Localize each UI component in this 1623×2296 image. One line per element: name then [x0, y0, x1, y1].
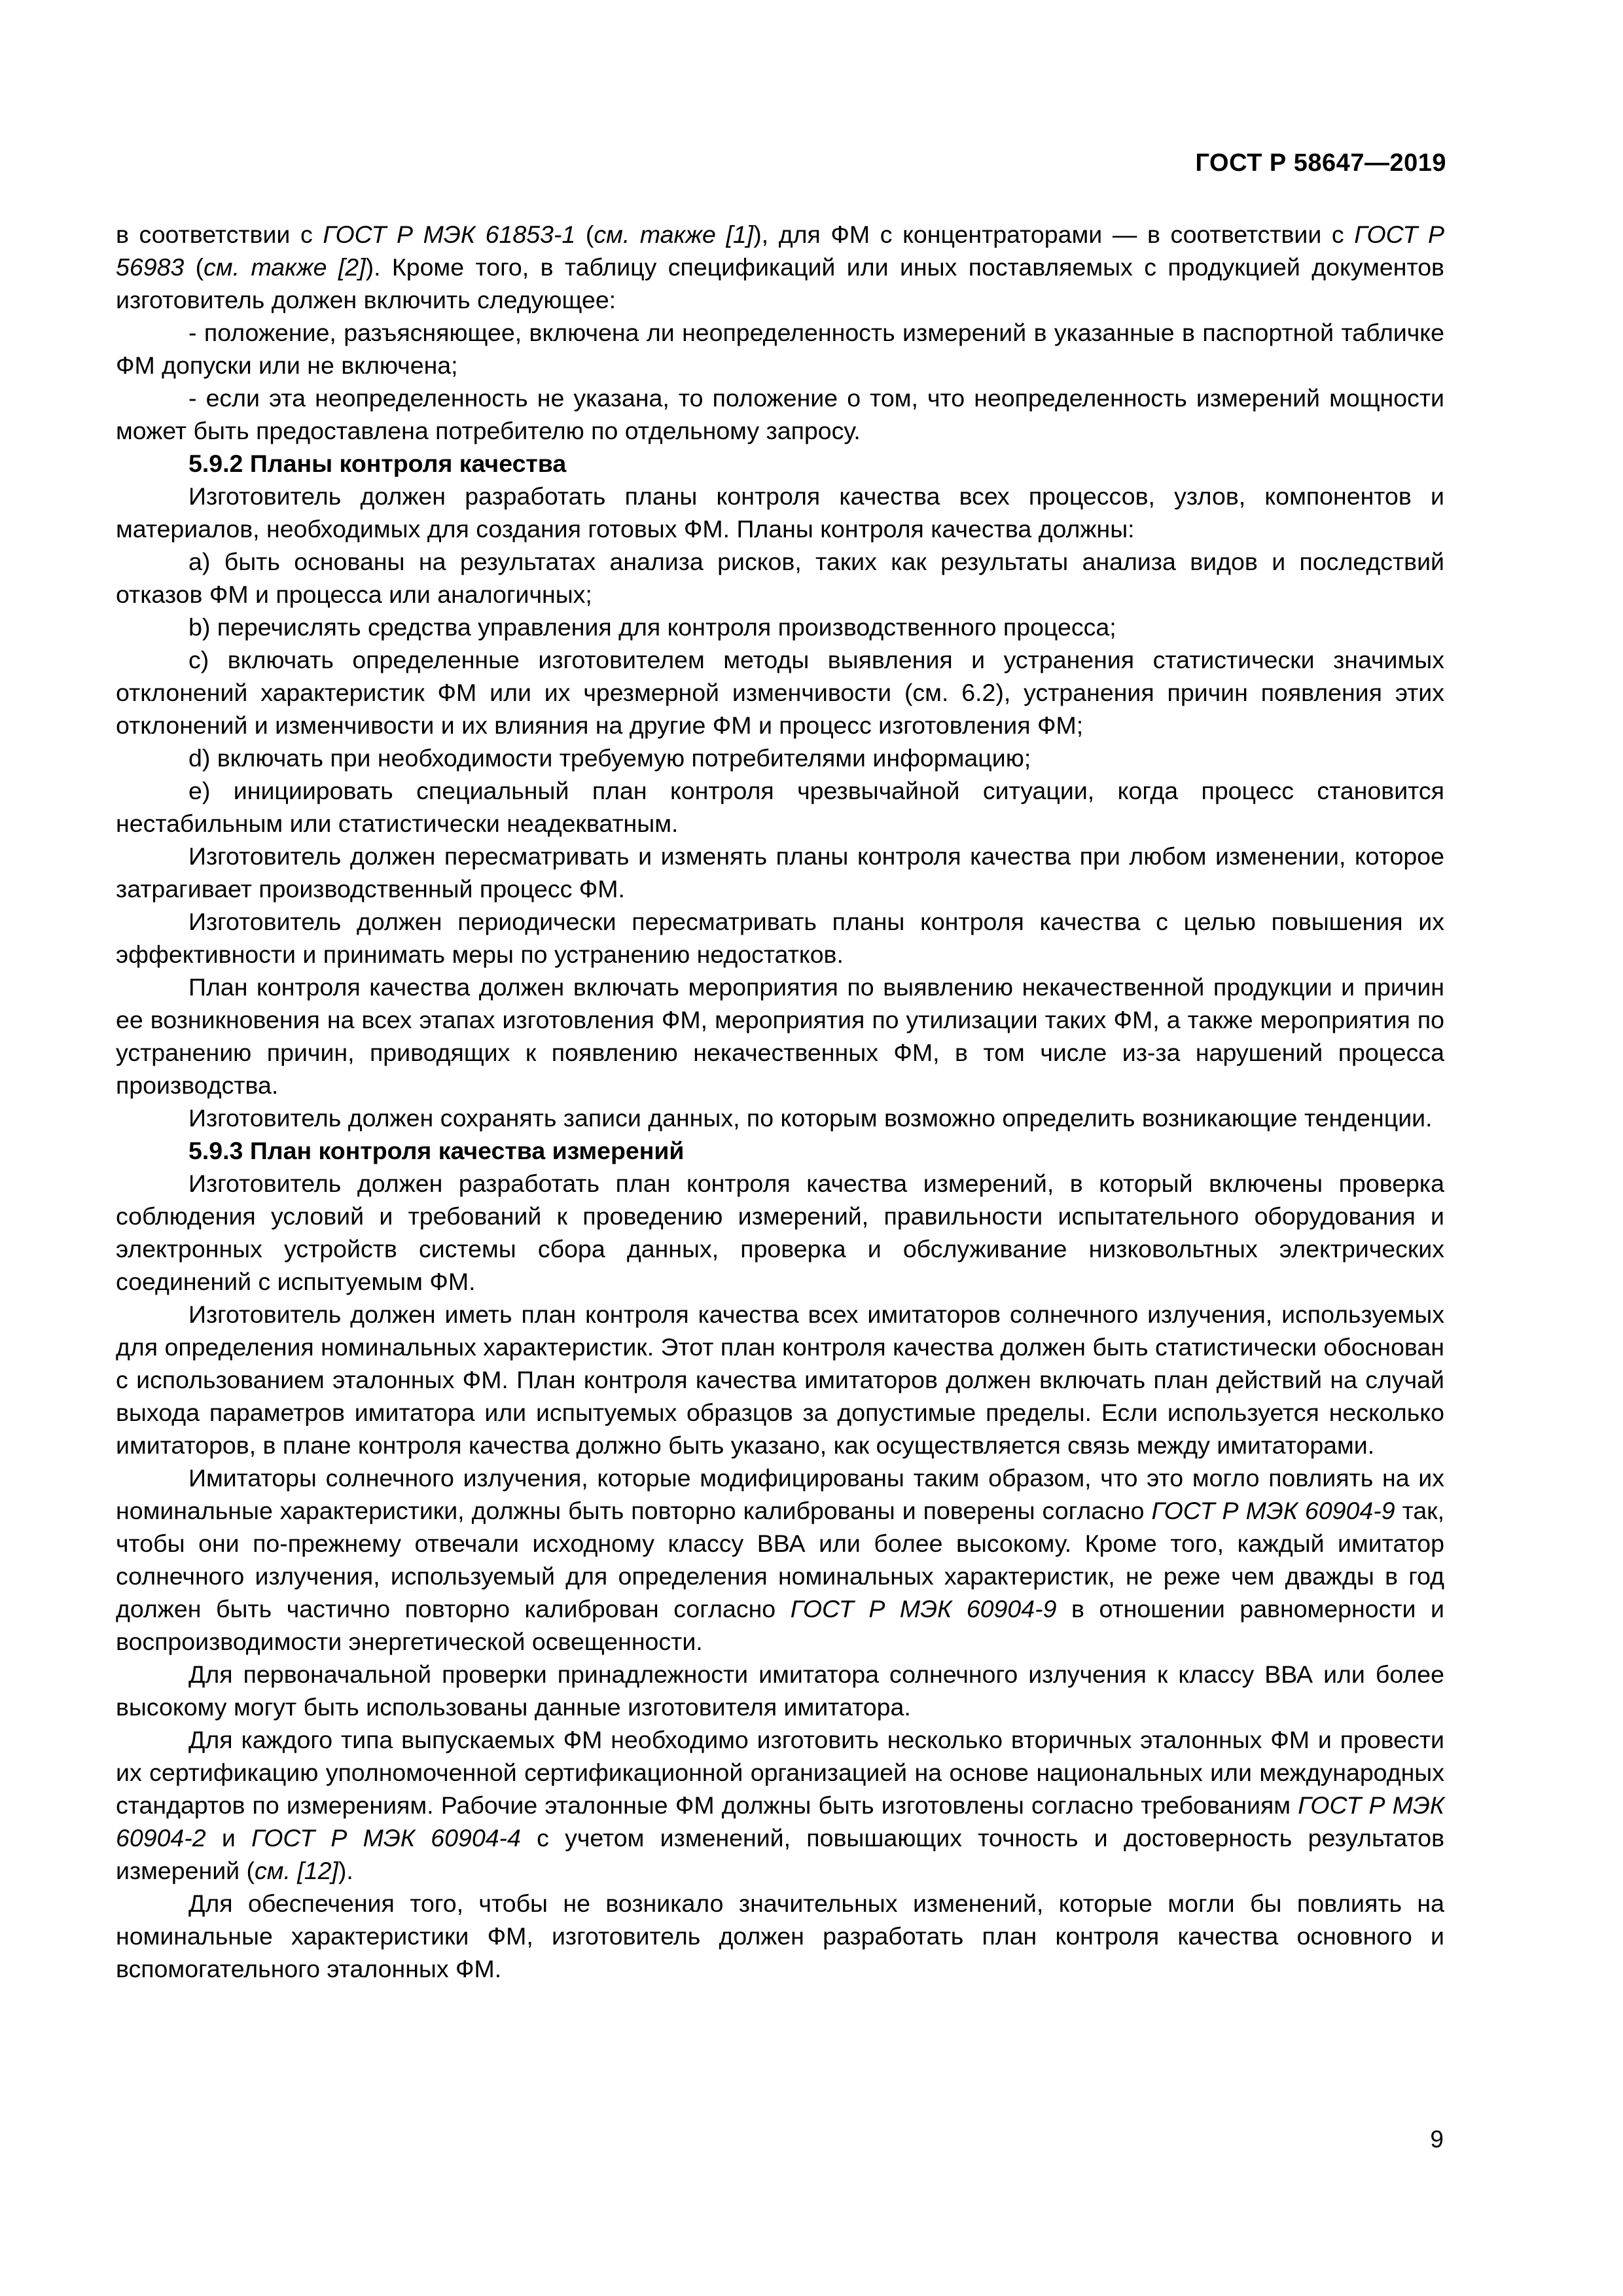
- paragraph: Изготовитель должен разработать план контроля качества измерений, в который включены проверка соблюдения условий и требований к проведению измерений, правильности испытательного оборудования и электронных устройств системы сбора данных, проверка и обслуживание низковольтных электрических соединений с испытуемым ФМ.: [116, 1170, 1444, 1295]
- standard-reference: ГОСТ Р 56983: [116, 221, 1444, 281]
- text-run: Для каждого типа выпускаемых ФМ необходимо изготовить несколько вторичных эталонных ФМ и провести их сертификацию уполномоченной сертификационной организацией на основе национальных или международных стандартов по измерениям. Рабочие эталонные ФМ должны быть изготовлены согласно требованиям: [116, 1726, 1444, 1819]
- paragraph: Изготовитель должен сохранять записи данных, по которым возможно определить возникающие тенденции.: [188, 1104, 1433, 1132]
- text-run: ). Кроме того, в таблицу спецификаций или иных поставляемых с продукцией документов изготовитель должен включить следующее:: [116, 253, 1444, 314]
- text-run: с учетом изменений, повышающих точность и достоверность результатов измерений (: [116, 1824, 1444, 1884]
- list-item: - если эта неопределенность не указана, то положение о том, что неопределенность измерений мощности может быть предоставлена потребителю по отдельному запросу.: [116, 384, 1444, 444]
- standard-designation: ГОСТ Р 58647—2019: [1195, 149, 1446, 177]
- paragraph: [116, 1462, 1444, 1658]
- standard-reference: ГОСТ Р МЭК 60904-4: [251, 1824, 521, 1852]
- text-run: (: [184, 253, 204, 281]
- list-item-b: b) перечислять средства управления для контроля производственного процесса;: [188, 613, 1116, 641]
- paragraph: План контроля качества должен включать мероприятия по выявлению некачественной продукции и причин ее возникновения на всех этапах изготовления ФМ, мероприятия по утилизации таких ФМ, а также мероприятия по устранению причин, приводящих к появлению некачественных ФМ, в том числе из-за нарушений процесса производства.: [116, 973, 1444, 1099]
- standard-reference: ГОСТ Р МЭК 60904-2: [116, 1791, 1444, 1852]
- standard-reference: ГОСТ Р МЭК 60904-9: [790, 1595, 1057, 1623]
- section-heading-5-9-3: 5.9.3 План контроля качества измерений: [188, 1137, 685, 1164]
- paragraph: Изготовитель должен пересматривать и изменять планы контроля качества при любом изменении, которое затрагивает производственный процесс ФМ.: [116, 842, 1444, 903]
- paragraph: Изготовитель должен периодически пересматривать планы контроля качества с целью повышения их эффективности и принимать меры по устранению недостатков.: [116, 908, 1444, 968]
- text-run: в соответствии с: [116, 221, 323, 248]
- section-heading-5-9-2: 5.9.2 Планы контроля качества: [188, 450, 567, 477]
- text-run: в отношении равномерности и воспроизводимости энергетической освещенности.: [116, 1595, 1444, 1655]
- bibliography-reference: см. также [2]: [204, 253, 366, 281]
- page-number: 9: [1430, 2126, 1444, 2153]
- paragraph: [116, 218, 1444, 316]
- paragraph: Для обеспечения того, чтобы не возникало значительных изменений, которые могли бы повлиять на номинальные характеристики ФМ, изготовитель должен разработать план контроля качества основного и вспомогательного эталонных ФМ.: [116, 1890, 1444, 1982]
- standard-reference: ГОСТ Р МЭК 61853-1: [323, 221, 576, 248]
- bibliography-reference: см. также [1]: [594, 221, 754, 248]
- text-run: так, чтобы они по-прежнему отвечали исходному классу ВВА или более высокому. Кроме того, каждый имитатор солнечного излучения, используемый для определения номинальных характеристик, не реже чем дважды в год должен быть частично повторно калиброван согласно: [116, 1497, 1445, 1623]
- list-item: - положение, разъясняющее, включена ли неопределенность измерений в указанные в паспортной табличке ФМ допуски или не включена;: [116, 319, 1444, 379]
- standard-reference: ГОСТ Р МЭК 60904-9: [1151, 1497, 1395, 1524]
- text-run: (: [575, 221, 594, 248]
- text-run: ).: [338, 1857, 353, 1884]
- list-item-e: е) инициировать специальный план контроля чрезвычайной ситуации, когда процесс становится нестабильным или статистически неадекватным.: [116, 777, 1444, 837]
- list-item-a: а) быть основаны на результатах анализа рисков, таких как результаты анализа видов и последствий отказов ФМ и процесса или аналогичных;: [116, 548, 1444, 608]
- text-run: и: [205, 1824, 252, 1852]
- paragraph: Изготовитель должен разработать планы контроля качества всех процессов, узлов, компонентов и материалов, необходимых для создания готовых ФМ. Планы контроля качества должны:: [116, 482, 1444, 543]
- page-body: [116, 218, 1444, 1985]
- list-item-c: с) включать определенные изготовителем методы выявления и устранения статистически значимых отклонений характеристик ФМ или их чрезмерной изменчивости (см. 6.2), устранения причин появления этих отклонений и изменчивости и их влияния на другие ФМ и процесс изготовления ФМ;: [116, 646, 1444, 739]
- paragraph: Для первоначальной проверки принадлежности имитатора солнечного излучения к классу ВВА или более высокому могут быть использованы данные изготовителя имитатора.: [116, 1660, 1444, 1721]
- list-item-d: d) включать при необходимости требуемую потребителями информацию;: [188, 744, 1031, 772]
- paragraph: [116, 1723, 1444, 1887]
- bibliography-reference: см. [12]: [255, 1857, 338, 1884]
- text-run: ), для ФМ с концентраторами — в соответствии с: [753, 221, 1355, 248]
- text-run: Имитаторы солнечного излучения, которые модифицированы таким образом, что это могло повлиять на их номинальные характеристики, должны быть повторно калиброваны и поверены согласно: [116, 1464, 1444, 1524]
- paragraph: Изготовитель должен иметь план контроля качества всех имитаторов солнечного излучения, используемых для определения номинальных характеристик. Этот план контроля качества должен быть статистически обоснован с использованием эталонных ФМ. План контроля качества имитаторов должен включать план действий на случай выхода параметров имитатора или испытуемых образцов за допустимые пределы. Если используется несколько имитаторов, в плане контроля качества должно быть указано, как осуществляется связь между имитаторами.: [116, 1300, 1444, 1459]
